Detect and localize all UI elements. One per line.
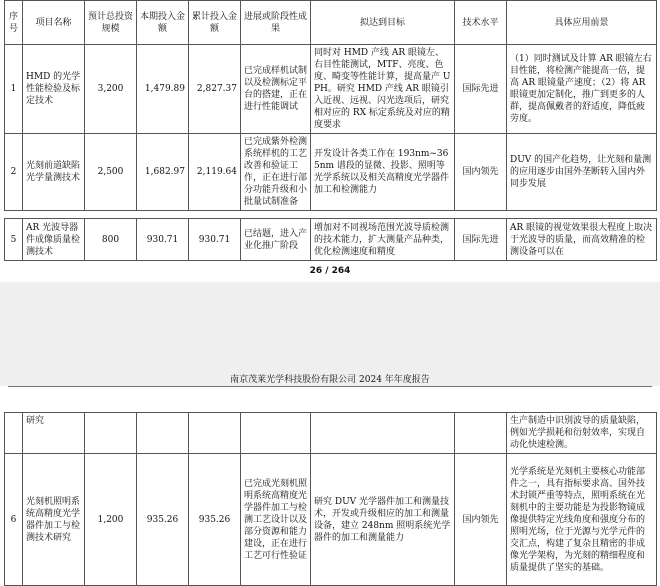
- total-scale: 1,200: [85, 454, 137, 586]
- rd-projects-table: [4, 0, 657, 211]
- prospect-text: AR 眼镜的视觉效果很大程度上取决于光波导的质量，而高效精准的检测设备可以在: [507, 219, 657, 261]
- period-investment: 1,479.89: [137, 45, 189, 134]
- table-row: [5, 45, 657, 134]
- total-scale: 800: [85, 219, 137, 261]
- cumulative-investment: 2,119.64: [189, 134, 241, 211]
- period-investment: 935.26: [137, 454, 189, 586]
- goal-text: 研究 DUV 光学器件加工和测量技术，开发或升级相应的加工和测量设备，建立 248nm 照明系统光学器件的加工和测量能力: [311, 454, 455, 586]
- progress-text: 已完成紫外检测系统样机的工艺改善和验证工作，正在进行部分功能升级和小批量试制准备: [241, 134, 311, 211]
- col-header-period: 本期投入金额: [137, 1, 189, 45]
- table-section-bottom: [0, 412, 660, 582]
- table-section-top: [0, 0, 660, 207]
- col-header-prospect: 具体应用前景: [507, 1, 657, 45]
- goal-text: 同时对 HMD 产线 AR 眼镜左、右目性能测试，MTF、亮度、色度、畸变等性能计算，提高量产 UPH。研究 HMD 产线 AR 眼镜引入近视、远视、闪光选项后，研究相对应的 RX 标定系统及对应的精度要求: [311, 45, 455, 134]
- table-section-mid: [0, 218, 660, 260]
- progress-text: 已完成光刻机照明系统高精度光学器件加工与检测工艺设计以及部分资源和能力建设，正在进行工艺可行性验证: [241, 454, 311, 586]
- project-name-continued: 研究: [23, 413, 85, 454]
- table-header-row: [5, 1, 657, 45]
- tech-level: 国内领先: [455, 134, 507, 211]
- prospect-text: 光学系统是光刻机主要核心功能部件之一，具有指标要求高、国外技术封锁严重等特点，照明系统在光刻机中的主要功能是为投影物镜成像提供特定光线角度和强度分布的照明光场，位于光源与光学元件的交汇点，构建了复杂且精密的非成像光学架构，为光刻的精细程度和质量提供了坚实的基础。: [507, 454, 657, 586]
- cumulative-investment: 930.71: [189, 219, 241, 261]
- row-no: 5: [5, 219, 23, 261]
- prospect-text: （1）同时测试及计算 AR 眼镜左右目性能，将检测产能提高一倍，提高 AR 眼镜量产速度；（2）将 AR 眼镜更加定制化，推广到更多的人群，提高佩戴者的舒适度，降低疲劳度。: [507, 45, 657, 134]
- progress-text: 已完成样机试制以及检测标定平台的搭建，正在进行性能调试: [241, 45, 311, 134]
- cumulative-investment: 2,827.37: [189, 45, 241, 134]
- row-no: 2: [5, 134, 23, 211]
- period-investment: 930.71: [137, 219, 189, 261]
- table-row: [5, 454, 657, 586]
- header-rule: [8, 386, 652, 387]
- table-row: [5, 219, 657, 261]
- project-name: 光刻前道缺陷光学量测技术: [23, 134, 85, 211]
- row-no: 1: [5, 45, 23, 134]
- col-header-scale: 预计总投资规模: [85, 1, 137, 45]
- table-row: [5, 134, 657, 211]
- progress-text: 已结题，进入产业化推广阶段: [241, 219, 311, 261]
- total-scale: 2,500: [85, 134, 137, 211]
- project-name: 光刻机照明系统高精度光学器件加工与检测技术研究: [23, 454, 85, 586]
- prospect-text-continued: 生产制造中识别波导的质量缺陷，例如光学损耗和衍射效率，实现自动化快速检测。: [507, 413, 657, 454]
- col-header-name: 项目名称: [23, 1, 85, 45]
- page-number: 26 / 264: [309, 266, 351, 276]
- total-scale: 3,200: [85, 45, 137, 134]
- period-investment: 1,682.97: [137, 134, 189, 211]
- report-header: 南京茂莱光学科技股份有限公司 2024 年年度报告: [230, 375, 430, 385]
- row-no: 6: [5, 454, 23, 586]
- tech-level: 国际先进: [455, 219, 507, 261]
- col-header-total: 累计投入金额: [189, 1, 241, 45]
- rd-projects-table-continued: [4, 218, 657, 261]
- project-name: AR 光波导器件成像质量检测技术: [23, 219, 85, 261]
- col-header-no: 序号: [5, 1, 23, 45]
- page-gap: [0, 282, 660, 386]
- col-header-progress: 进展或阶段性成果: [241, 1, 311, 45]
- col-header-level: 技术水平: [455, 1, 507, 45]
- table-row-continued: [5, 413, 657, 454]
- rd-projects-table-page27: [4, 412, 657, 586]
- tech-level: 国际先进: [455, 45, 507, 134]
- cumulative-investment: 935.26: [189, 454, 241, 586]
- col-header-goal: 拟达到目标: [311, 1, 455, 45]
- tech-level: 国内领先: [455, 454, 507, 586]
- prospect-text: DUV 的国产化趋势，让光刻和量测的应用逐步由国外垄断转入国内外同步发展: [507, 134, 657, 211]
- project-name: HMD 的光学性能检验及标定技术: [23, 45, 85, 134]
- goal-text: 开发设计各类工作在 193nm~365nm 谱段的显微、投影、照明等光学系统以及相关高精度光学器件加工和检测能力: [311, 134, 455, 211]
- goal-text: 增加对不同视场范围光波导质检测的技术能力，扩大测量产品种类，优化检测速度和精度: [311, 219, 455, 261]
